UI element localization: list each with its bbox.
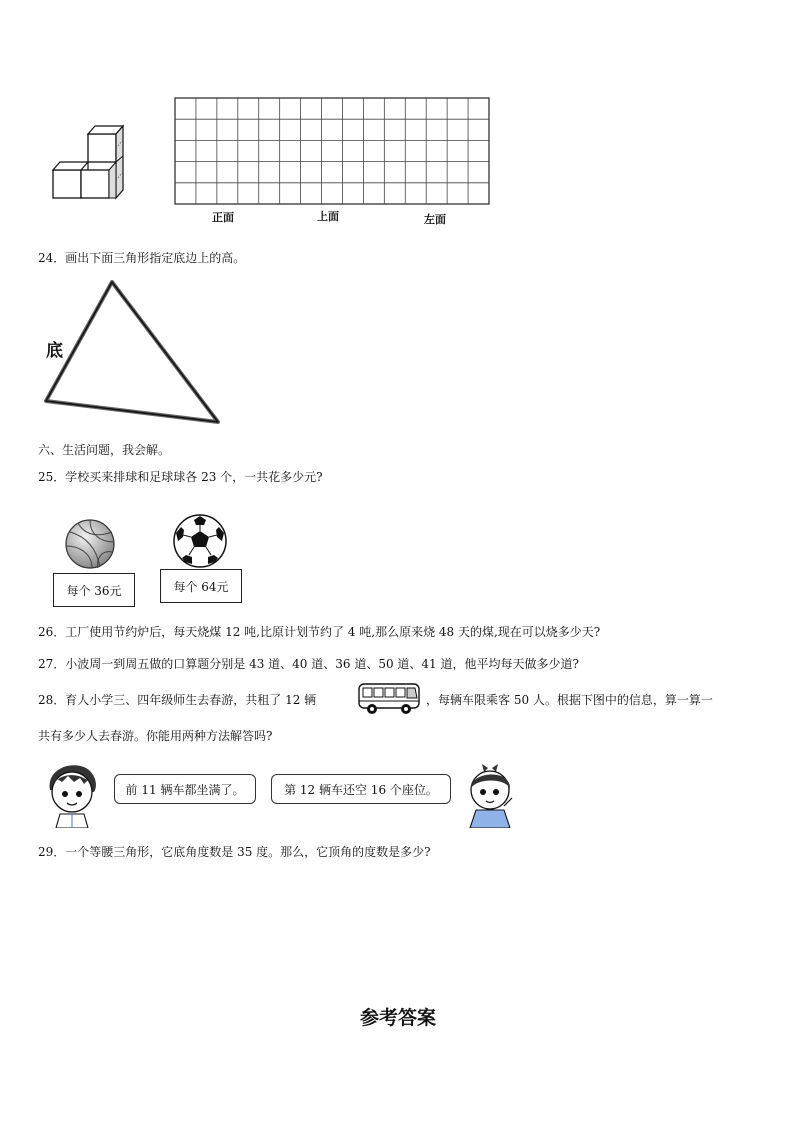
left-view-label: 左面 (424, 213, 446, 226)
boy-speech-bubble: 前 11 辆车都坐满了。 (114, 774, 256, 804)
soccer-price-box: 每个 64元 (160, 569, 242, 603)
drawing-grid (174, 97, 490, 205)
triangle-figure (40, 278, 222, 428)
volleyball-price-box: 每个 36元 (53, 573, 135, 607)
front-view-label: 正面 (212, 211, 234, 224)
triangle-base-label: 底 (46, 341, 63, 361)
answer-section-title: 参考答案 (360, 1007, 437, 1029)
question-28-part1: 28．育人小学三、四年级师生去春游，共租了 12 辆 (38, 693, 317, 707)
question-28-part2: ，每辆车限乘客 50 人。根据下图中的信息，算一算一 (426, 693, 713, 707)
girl-speech-bubble: 第 12 辆车还空 16 个座位。 (271, 774, 451, 804)
question-27: 27．小波周一到周五做的口算题分别是 43 道、40 道、36 道、50 道、41 道，他平均每天做多少道? (38, 657, 579, 671)
question-25: 25．学校买来排球和足球球各 23 个，一共花多少元? (38, 470, 323, 484)
top-view-label: 上面 (317, 210, 339, 223)
bus-icon (357, 680, 423, 718)
question-26: 26．工厂使用节约炉后，每天烧煤 12 吨,比原计划节约了 4 吨,那么原来烧 48 天的煤,现在可以烧多少天? (38, 625, 601, 639)
grid-border (175, 98, 489, 204)
cube-stack-figure (50, 122, 128, 202)
soccer-ball-icon (172, 513, 228, 569)
question-24: 24．画出下面三角形指定底边上的高。 (38, 251, 246, 265)
question-29: 29．一个等腰三角形，它底角度数是 35 度。那么，它顶角的度数是多少? (38, 845, 431, 859)
question-28-line2: 共有多少人去春游。你能用两种方法解答吗? (38, 729, 273, 743)
section-6-heading: 六、生活问题，我会解。 (38, 443, 171, 457)
boy-avatar (40, 760, 104, 828)
girl-avatar (458, 758, 522, 828)
volleyball-icon (62, 518, 118, 570)
